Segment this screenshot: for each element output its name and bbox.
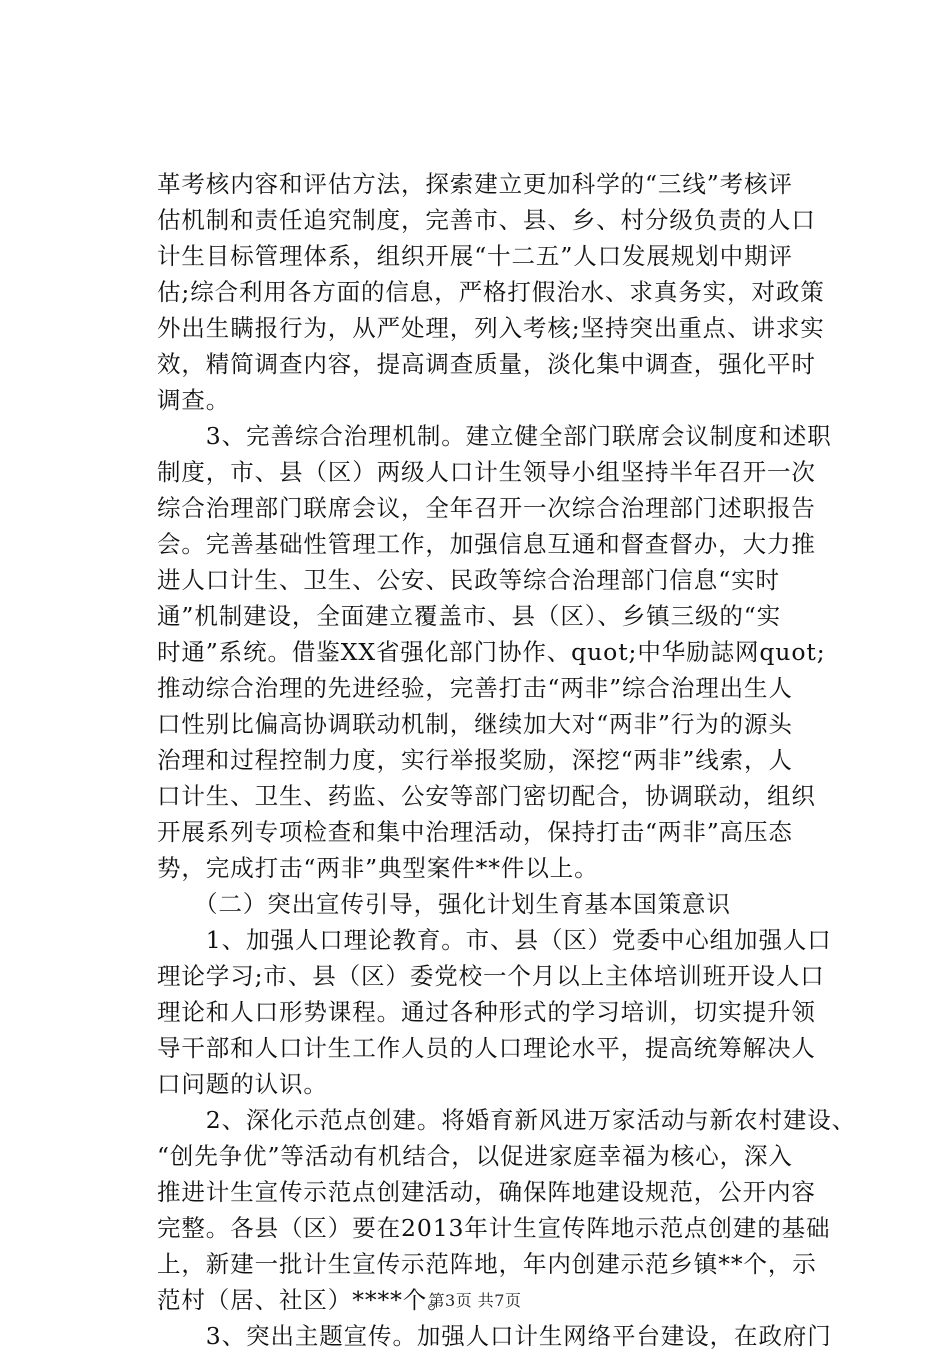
text-line: 效，精简调查内容，提高调查质量，淡化集中调查，强化平时 xyxy=(157,350,816,378)
text-line: 口性别比偏高协调联动机制，继续加大对“两非”行为的源头 xyxy=(157,710,793,738)
text-line: 估机制和责任追究制度，完善市、县、乡、村分级负责的人口 xyxy=(157,206,816,234)
text-line: 口计生、卫生、药监、公安等部门密切配合，协调联动，组织 xyxy=(157,782,816,810)
text-line: 完整。各县（区）要在2013年计生宣传阵地示范点创建的基础 xyxy=(157,1214,831,1242)
text-line: 会。完善基础性管理工作，加强信息互通和督查督办，大力推 xyxy=(157,530,816,558)
text-line: 调查。 xyxy=(157,386,231,414)
text-line: 外出生瞒报行为，从严处理，列入考核;坚持突出重点、讲求实 xyxy=(157,314,825,342)
text-line: 3、突出主题宣传。加强人口计生网络平台建设，在政府门 xyxy=(157,1322,832,1350)
text-line: 1、加强人口理论教育。市、县（区）党委中心组加强人口 xyxy=(157,926,832,954)
text-line: 估;综合利用各方面的信息，严格打假治水、求真务实，对政策 xyxy=(157,278,825,306)
section-heading: （二）突出宣传引导，强化计划生育基本国策意识 xyxy=(157,890,731,918)
text-line: 制度，市、县（区）两级人口计生领导小组坚持半年召开一次 xyxy=(157,458,816,486)
text-line: 治理和过程控制力度，实行举报奖励，深挖“两非”线索，人 xyxy=(157,746,793,774)
text-line: 2、深化示范点创建。将婚育新风进万家活动与新农村建设、 xyxy=(157,1106,857,1134)
document-body xyxy=(157,166,857,1354)
text-line: 口问题的认识。 xyxy=(157,1070,328,1098)
text-line: 上，新建一批计生宣传示范阵地，年内创建示范乡镇**个，示 xyxy=(157,1250,817,1278)
text-line: 通”机制建设，全面建立覆盖市、县（区）、乡镇三级的“实 xyxy=(157,602,782,630)
text-line: 推动综合治理的先进经验，完善打击“两非”综合治理出生人 xyxy=(157,674,793,702)
page-number-footer: 第3页 共7页 xyxy=(428,1291,522,1310)
text-line: 理论和人口形势课程。通过各种形式的学习培训，切实提升领 xyxy=(157,998,816,1026)
text-line: 理论学习;市、县（区）委党校一个月以上主体培训班开设人口 xyxy=(157,962,825,990)
text-line: 开展系列专项检查和集中治理活动，保持打击“两非”高压态 xyxy=(157,818,793,846)
text-line: 3、完善综合治理机制。建立健全部门联席会议制度和述职 xyxy=(157,422,832,450)
text-line: 范村（居、社区）****个。 xyxy=(157,1286,452,1314)
text-line: 时通”系统。借鉴XX省强化部门协作、quot;中华励誌网quot; xyxy=(157,638,826,666)
text-line: 推进计生宣传示范点创建活动，确保阵地建设规范，公开内容 xyxy=(157,1178,816,1206)
text-line: 进人口计生、卫生、公安、民政等综合治理部门信息“实时 xyxy=(157,566,780,594)
text-line: 革考核内容和评估方法，探索建立更加科学的“三线”考核评 xyxy=(157,170,793,198)
text-line: 计生目标管理体系，组织开展“十二五”人口发展规划中期评 xyxy=(157,242,793,270)
text-line: 综合治理部门联席会议，全年召开一次综合治理部门述职报告 xyxy=(157,494,816,522)
text-line: 导干部和人口计生工作人员的人口理论水平，提高统筹解决人 xyxy=(157,1034,816,1062)
text-line: “创先争优”等活动有机结合，以促进家庭幸福为核心，深入 xyxy=(157,1142,793,1170)
text-line: 势，完成打击“两非”典型案件**件以上。 xyxy=(157,854,599,882)
